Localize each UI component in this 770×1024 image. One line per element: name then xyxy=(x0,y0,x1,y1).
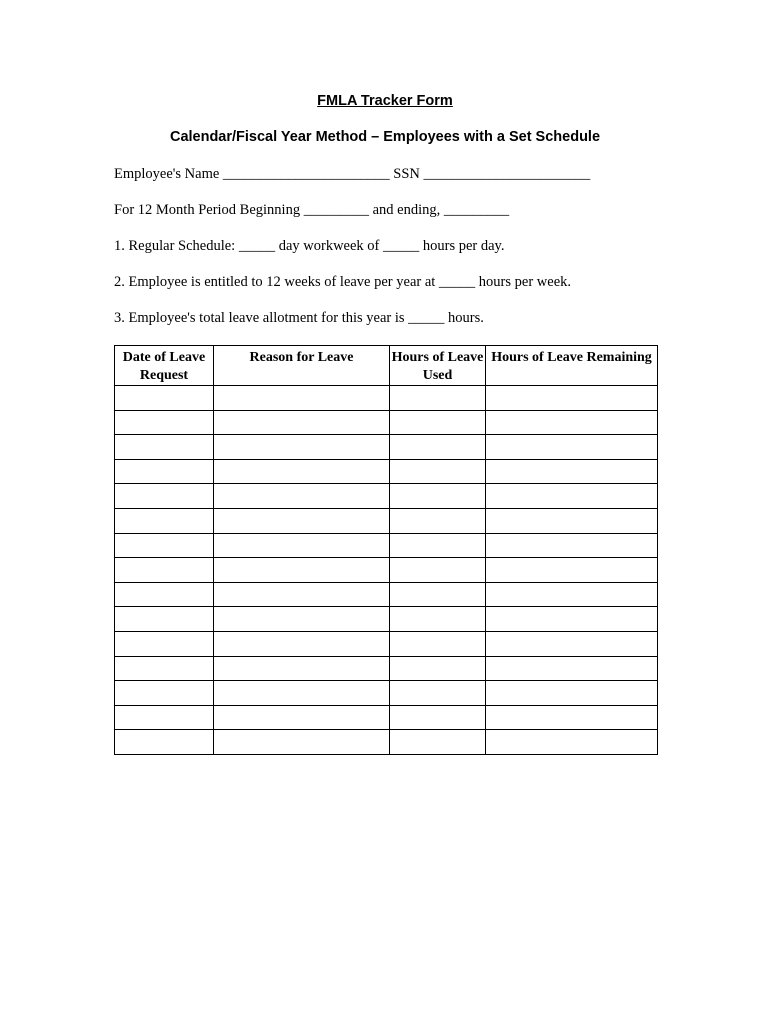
hours-used-cell[interactable] xyxy=(390,558,486,583)
table-row xyxy=(115,607,658,632)
reason-cell[interactable] xyxy=(214,459,390,484)
hours-used-cell[interactable] xyxy=(390,484,486,509)
hours-used-cell[interactable] xyxy=(390,508,486,533)
hours-used-cell[interactable] xyxy=(390,730,486,755)
header-hours-of-leave-used: Hours of Leave Used xyxy=(390,346,486,386)
period-line[interactable]: For 12 Month Period Beginning _________ and ending, _________ xyxy=(114,202,510,218)
leave-tracker-table xyxy=(114,345,658,755)
date-cell[interactable] xyxy=(115,484,214,509)
reason-cell[interactable] xyxy=(214,582,390,607)
hours-remaining-cell[interactable] xyxy=(486,582,658,607)
reason-cell[interactable] xyxy=(214,705,390,730)
date-cell[interactable] xyxy=(115,681,214,706)
reason-cell[interactable] xyxy=(214,730,390,755)
reason-cell[interactable] xyxy=(214,386,390,411)
table-row xyxy=(115,410,658,435)
table-row xyxy=(115,533,658,558)
reason-cell[interactable] xyxy=(214,533,390,558)
date-cell[interactable] xyxy=(115,582,214,607)
hours-used-cell[interactable] xyxy=(390,607,486,632)
table-header-row xyxy=(115,346,658,386)
date-cell[interactable] xyxy=(115,607,214,632)
date-cell[interactable] xyxy=(115,508,214,533)
date-cell[interactable] xyxy=(115,435,214,460)
hours-remaining-cell[interactable] xyxy=(486,558,658,583)
employee-name-ssn-line[interactable]: Employee's Name _______________________ SSN _______________________ xyxy=(114,166,591,182)
hours-remaining-cell[interactable] xyxy=(486,484,658,509)
table-row xyxy=(115,484,658,509)
table-row xyxy=(115,558,658,583)
hours-used-cell[interactable] xyxy=(390,681,486,706)
header-reason-for-leave: Reason for Leave xyxy=(214,346,390,386)
date-cell[interactable] xyxy=(115,459,214,484)
table-row xyxy=(115,459,658,484)
table-row xyxy=(115,386,658,411)
table-row xyxy=(115,435,658,460)
hours-remaining-cell[interactable] xyxy=(486,681,658,706)
hours-used-cell[interactable] xyxy=(390,705,486,730)
hours-remaining-cell[interactable] xyxy=(486,656,658,681)
reason-cell[interactable] xyxy=(214,607,390,632)
hours-used-cell[interactable] xyxy=(390,386,486,411)
reason-cell[interactable] xyxy=(214,508,390,533)
reason-cell[interactable] xyxy=(214,410,390,435)
table-row xyxy=(115,730,658,755)
date-cell[interactable] xyxy=(115,410,214,435)
hours-used-cell[interactable] xyxy=(390,656,486,681)
hours-remaining-cell[interactable] xyxy=(486,459,658,484)
reason-cell[interactable] xyxy=(214,656,390,681)
reason-cell[interactable] xyxy=(214,681,390,706)
table-row xyxy=(115,705,658,730)
reason-cell[interactable] xyxy=(214,558,390,583)
table-row xyxy=(115,631,658,656)
reason-cell[interactable] xyxy=(214,484,390,509)
reason-cell[interactable] xyxy=(214,631,390,656)
hours-used-cell[interactable] xyxy=(390,435,486,460)
hours-remaining-cell[interactable] xyxy=(486,508,658,533)
total-allotment-line[interactable]: 3. Employee's total leave allotment for this year is _____ hours. xyxy=(114,310,484,326)
hours-remaining-cell[interactable] xyxy=(486,533,658,558)
form-title: FMLA Tracker Form xyxy=(317,93,453,109)
date-cell[interactable] xyxy=(115,386,214,411)
date-cell[interactable] xyxy=(115,631,214,656)
hours-remaining-cell[interactable] xyxy=(486,705,658,730)
reason-cell[interactable] xyxy=(214,435,390,460)
hours-used-cell[interactable] xyxy=(390,459,486,484)
date-cell[interactable] xyxy=(115,656,214,681)
table-row xyxy=(115,656,658,681)
table-row xyxy=(115,681,658,706)
table-row xyxy=(115,508,658,533)
hours-remaining-cell[interactable] xyxy=(486,410,658,435)
hours-remaining-cell[interactable] xyxy=(486,631,658,656)
hours-remaining-cell[interactable] xyxy=(486,607,658,632)
date-cell[interactable] xyxy=(115,558,214,583)
table-body xyxy=(115,386,658,755)
hours-remaining-cell[interactable] xyxy=(486,386,658,411)
table-row xyxy=(115,582,658,607)
hours-remaining-cell[interactable] xyxy=(486,435,658,460)
hours-used-cell[interactable] xyxy=(390,582,486,607)
date-cell[interactable] xyxy=(115,533,214,558)
header-hours-of-leave-remaining: Hours of Leave Remaining xyxy=(486,346,658,386)
entitlement-line[interactable]: 2. Employee is entitled to 12 weeks of leave per year at _____ hours per week. xyxy=(114,274,572,290)
date-cell[interactable] xyxy=(115,705,214,730)
hours-used-cell[interactable] xyxy=(390,410,486,435)
hours-remaining-cell[interactable] xyxy=(486,730,658,755)
hours-used-cell[interactable] xyxy=(390,533,486,558)
hours-used-cell[interactable] xyxy=(390,631,486,656)
header-date-of-leave-request: Date of Leave Request xyxy=(115,346,214,386)
date-cell[interactable] xyxy=(115,730,214,755)
form-subtitle: Calendar/Fiscal Year Method – Employees with a Set Schedule xyxy=(169,129,601,145)
regular-schedule-line[interactable]: 1. Regular Schedule: _____ day workweek of _____ hours per day. xyxy=(114,238,505,254)
